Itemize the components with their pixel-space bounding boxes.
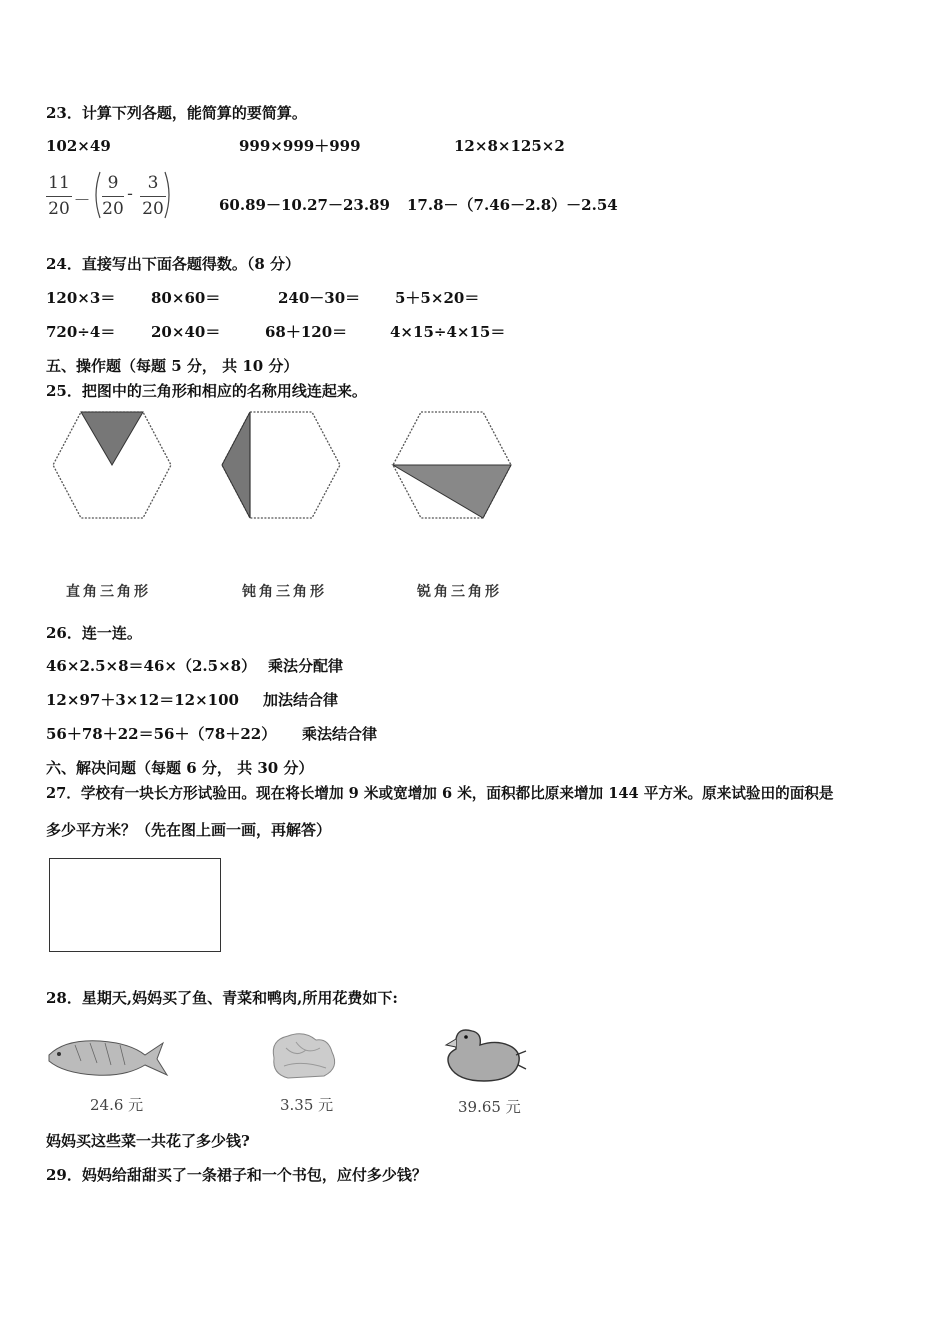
duck-icon — [438, 1025, 528, 1085]
q24-item-5: 720÷4＝ — [46, 323, 116, 341]
hexagon-figure-3 — [390, 410, 515, 520]
q23-title: 23．计算下列各题，能简算的要简算。 — [46, 104, 307, 122]
q26-left-2: 12×97＋3×12＝12×100 — [46, 691, 239, 709]
q26-title: 26．连一连。 — [46, 624, 142, 642]
q26-right-2: 加法结合律 — [263, 691, 339, 709]
section-5-title: 五、操作题（每题 5 分， 共 10 分） — [46, 357, 299, 375]
q24-item-6: 20×40＝ — [151, 323, 221, 341]
fraction-c-denominator: 20 — [142, 199, 164, 219]
q29-title: 29．妈妈给甜甜买了一条裙子和一个书包，应付多少钱？ — [46, 1166, 427, 1184]
q24-item-7: 68＋120＝ — [265, 323, 348, 341]
q25-title: 25．把图中的三角形和相应的名称用线连起来。 — [46, 382, 367, 400]
fraction-c-numerator: 3 — [147, 173, 159, 193]
q23-expr-2: 999×999＋999 — [239, 137, 361, 155]
q26-left-1: 46×2.5×8＝46×（2.5×8） — [46, 657, 257, 675]
vegetable-icon — [266, 1028, 346, 1083]
q28-title: 28．星期天,妈妈买了鱼、青菜和鸭肉,所用花费如下: — [46, 989, 398, 1007]
q24-item-8: 4×15÷4×15＝ — [390, 323, 506, 341]
fish-price: 24.6 元 — [90, 1096, 144, 1114]
q23-expr-4: 60.89－10.27－23.89 — [219, 196, 390, 214]
fraction-a-denominator: 20 — [48, 199, 70, 219]
q26-right-3: 乘法结合律 — [302, 725, 378, 743]
q23-expr-5: 17.8－（7.46－2.8）－2.54 — [407, 196, 618, 214]
hexagon-figure-1 — [50, 410, 175, 520]
q27-text-line-1: 27．学校有一块长方形试验田。现在将长增加 9 米或宽增加 6 米，面积都比原来增加 144 平方米。原来试验田的面积是 — [46, 785, 834, 802]
fraction-a-bar — [46, 196, 72, 197]
label-right-triangle: 直角三角形 — [66, 584, 151, 600]
section-6-title: 六、解决问题（每题 6 分， 共 30 分） — [46, 759, 314, 777]
duck-price: 39.65 元 — [458, 1098, 521, 1116]
label-acute-triangle: 锐角三角形 — [417, 584, 502, 600]
right-paren-icon — [163, 170, 175, 220]
q24-item-3: 240－30＝ — [278, 289, 361, 307]
label-obtuse-triangle: 钝角三角形 — [242, 584, 327, 600]
q24-item-2: 80×60＝ — [151, 289, 221, 307]
fraction-a-numerator: 11 — [48, 173, 70, 193]
q26-right-1: 乘法分配律 — [268, 657, 344, 675]
q23-expr-1: 102×49 — [46, 137, 111, 155]
fraction-b-bar — [102, 196, 124, 197]
q24-item-4: 5＋5×20＝ — [395, 289, 480, 307]
q23-expr-3: 12×8×125×2 — [454, 137, 565, 155]
fish-icon — [45, 1035, 195, 1085]
hexagon-figure-2 — [219, 410, 344, 520]
q27-text-line-2: 多少平方米？（先在图上画一画，再解答） — [46, 821, 332, 839]
q28-question: 妈妈买这些菜一共花了多少钱? — [46, 1132, 250, 1150]
fraction-inner-minus: - — [127, 184, 133, 204]
q24-title: 24．直接写出下面各题得数。（8 分） — [46, 255, 301, 273]
fraction-b-denominator: 20 — [102, 199, 124, 219]
fraction-b-numerator: 9 — [107, 173, 119, 193]
vegetable-price: 3.35 元 — [280, 1096, 334, 1114]
q24-item-1: 120×3＝ — [46, 289, 116, 307]
q26-left-3: 56＋78＋22＝56＋（78＋22） — [46, 725, 277, 743]
fraction-minus: － — [73, 191, 91, 211]
q27-rectangle-field — [49, 858, 221, 952]
